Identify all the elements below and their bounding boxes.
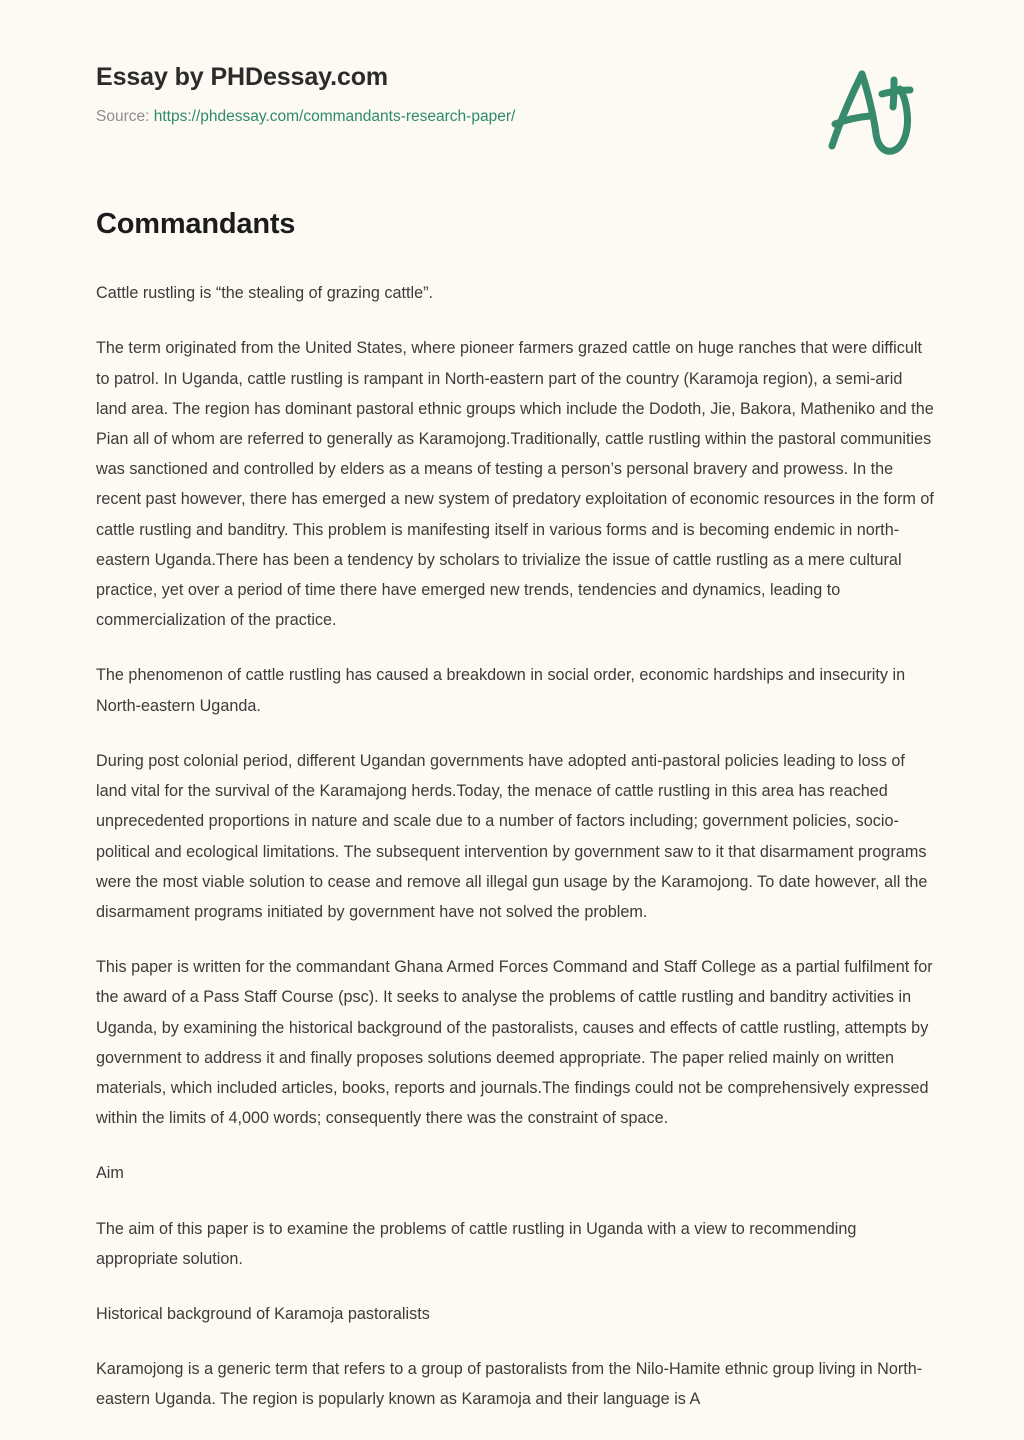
site-brand-title: Essay by PHDessay.com xyxy=(96,63,389,91)
paragraph: The term originated from the United States, where pioneer farmers grazed cattle on huge ranches that were difficult to patrol. In Uganda, cattle rustling is rampant in North-eastern part of the country (Karamoja region), a semi-arid land area. The region has dominant pastoral ethnic groups which include the Dodoth, Jie, Bakora, Matheniko and the Pian all of whom are referred to generally as Karamojong.Traditionally, cattle rustling within the pastoral communities was sanctioned and controlled by elders as a means of testing a person’s personal bravery and prowess. In the recent past however, there has emerged a new system of predatory exploitation of economic resources in the form of cattle rustling and banditry. This problem is manifesting itself in various forms and is becoming endemic in north-eastern Uganda.There has been a tendency by scholars to trivialize the issue of cattle rustling as a mere cultural practice, yet over a period of time there have emerged new trends, tendencies and dynamics, leading to commercialization of the practice. xyxy=(96,339,934,630)
paragraph: This paper is written for the commandant Ghana Armed Forces Command and Staff College as a partial fulfilment for the award of a Pass Staff Course (psc). It seeks to analyse the problems of cattle rustling and banditry activities in Uganda, by examining the historical background of the pastoralists, causes and effects of cattle rustling, attempts by government to address it and finally proposes solutions deemed appropriate. The paper relied mainly on written materials, which included articles, books, reports and journals.The findings could not be comprehensively expressed within the limits of 4,000 words; consequently there was the constraint of space. xyxy=(96,958,933,1128)
paragraph: The phenomenon of cattle rustling has caused a breakdown in social order, economic hardships and insecurity in North-eastern Uganda. xyxy=(96,666,906,715)
paragraph: The aim of this paper is to examine the problems of cattle rustling in Uganda with a view to recommending appropriate solution. xyxy=(96,1219,857,1268)
section-heading-aim: Aim xyxy=(96,1164,124,1183)
section-heading-historical-background: Historical background of Karamoja pastoralists xyxy=(96,1304,430,1323)
brand-block xyxy=(96,62,796,127)
source-line xyxy=(96,107,796,127)
phdessay-a-plus-logo-icon xyxy=(812,62,924,158)
page-title: Commandants xyxy=(96,208,296,240)
article-body xyxy=(96,206,934,1440)
paragraph: During post colonial period, different Ugandan governments have adopted anti-pastoral policies leading to loss of land vital for the survival of the Karamajong herds.Today, the menace of cattle rustling in this area has reached unprecedented proportions in nature and scale due to a number of factors including; government policies, socio-political and ecological limitations. The subsequent intervention by government saw to it that disarmament programs were the most viable solution to cease and remove all illegal gun usage by the Karamojong. To date however, all the disarmament programs initiated by government have not solved the problem. xyxy=(96,751,928,921)
page-header xyxy=(0,0,1024,190)
paragraph: Cattle rustling is “the stealing of grazing cattle”. xyxy=(96,284,434,303)
source-label: Source: xyxy=(96,108,150,125)
source-url-link[interactable]: https://phdessay.com/commandants-research-paper/ xyxy=(153,108,516,125)
paragraph: Karamojong is a generic term that refers to a group of pastoralists from the Nilo-Hamite ethnic group living in North-eastern Uganda. The region is popularly known as Karamoja and their language is A xyxy=(96,1360,923,1409)
